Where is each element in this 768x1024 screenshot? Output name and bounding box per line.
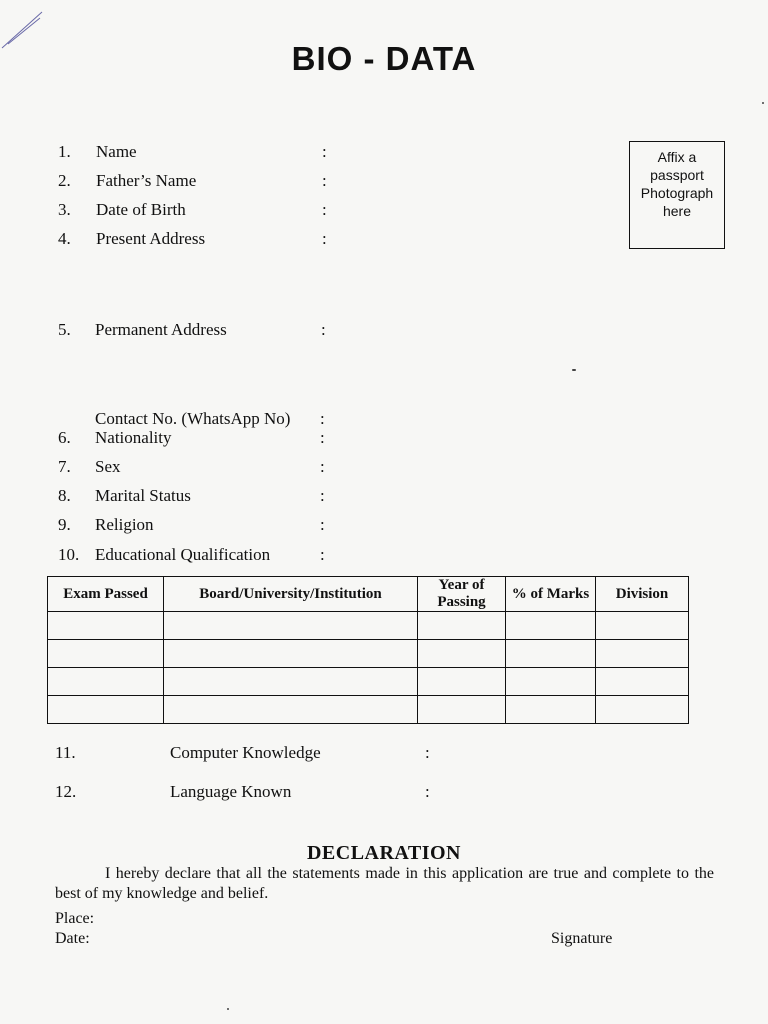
table-cell[interactable] bbox=[506, 640, 596, 668]
field-label: Contact No. (WhatsApp No) bbox=[95, 409, 291, 428]
scan-speck bbox=[762, 102, 764, 104]
photo-box-text: passport bbox=[650, 167, 704, 183]
field-colon: : bbox=[320, 515, 325, 534]
table-cell[interactable] bbox=[48, 668, 164, 696]
table-cell[interactable] bbox=[164, 668, 418, 696]
table-cell[interactable] bbox=[506, 612, 596, 640]
place-label: Place: bbox=[55, 910, 95, 927]
field-number: 7. bbox=[58, 457, 71, 476]
table-cell[interactable] bbox=[506, 668, 596, 696]
field-colon: : bbox=[322, 200, 327, 219]
photo-box-text: Affix a bbox=[657, 149, 697, 165]
field-number: 9. bbox=[58, 515, 71, 534]
field-label: Sex bbox=[95, 457, 121, 476]
table-cell[interactable] bbox=[164, 696, 418, 724]
declaration-text: I hereby declare that all the statements made in this application are true and complete to the best of my knowledge and belief. bbox=[55, 865, 714, 902]
field-colon: : bbox=[320, 545, 325, 564]
field-number: 12. bbox=[55, 782, 77, 801]
signature-label: Signature bbox=[551, 930, 613, 947]
table-row bbox=[48, 696, 689, 724]
field-colon: : bbox=[322, 142, 327, 161]
column-header-exam-passed: Exam Passed bbox=[48, 577, 164, 612]
photo-box-text: here bbox=[662, 203, 692, 219]
table-row bbox=[48, 640, 689, 668]
table-cell[interactable] bbox=[596, 696, 689, 724]
field-colon: : bbox=[425, 743, 430, 762]
field-number: 5. bbox=[58, 320, 71, 339]
table-cell[interactable] bbox=[418, 668, 506, 696]
field-label: Permanent Address bbox=[95, 320, 227, 339]
field-number: 10. bbox=[58, 545, 80, 564]
field-number: 4. bbox=[58, 229, 71, 248]
field-label: Educational Qualification bbox=[95, 545, 271, 564]
table-cell[interactable] bbox=[48, 640, 164, 668]
date-label: Date: bbox=[55, 930, 90, 947]
page-title: BIO - DATA bbox=[291, 40, 477, 77]
education-table bbox=[47, 576, 689, 724]
field-colon: : bbox=[322, 171, 327, 190]
table-cell[interactable] bbox=[418, 612, 506, 640]
table-cell[interactable] bbox=[506, 696, 596, 724]
field-label: Nationality bbox=[95, 428, 172, 447]
photo-box-text: Photograph bbox=[640, 185, 714, 201]
table-cell[interactable] bbox=[418, 696, 506, 724]
field-label: Name bbox=[96, 142, 137, 161]
table-header-row bbox=[48, 577, 689, 612]
column-header-marks: % of Marks bbox=[506, 577, 596, 612]
table-cell[interactable] bbox=[596, 640, 689, 668]
table-cell[interactable] bbox=[48, 696, 164, 724]
field-colon: : bbox=[320, 457, 325, 476]
field-number: 11. bbox=[55, 743, 76, 762]
table-cell[interactable] bbox=[418, 640, 506, 668]
field-label: Date of Birth bbox=[96, 200, 186, 219]
table-cell[interactable] bbox=[596, 612, 689, 640]
field-colon: : bbox=[321, 320, 326, 339]
field-label: Language Known bbox=[170, 782, 292, 801]
table-cell[interactable] bbox=[164, 640, 418, 668]
table-cell[interactable] bbox=[48, 612, 164, 640]
field-label: Present Address bbox=[96, 229, 206, 248]
field-label: Computer Knowledge bbox=[170, 743, 321, 762]
field-label: Religion bbox=[95, 515, 154, 534]
table-cell[interactable] bbox=[164, 612, 418, 640]
declaration-title: DECLARATION bbox=[306, 842, 462, 864]
column-header-board: Board/University/Institution bbox=[164, 577, 418, 612]
field-number: 6. bbox=[58, 428, 71, 447]
field-colon: : bbox=[425, 782, 430, 801]
table-row bbox=[48, 668, 689, 696]
field-colon: : bbox=[320, 486, 325, 505]
field-colon: : bbox=[322, 229, 327, 248]
column-header-division: Division bbox=[596, 577, 689, 612]
field-colon: : bbox=[320, 428, 325, 447]
column-header-year: Year of Passing bbox=[418, 577, 506, 612]
passport-photo-box bbox=[629, 141, 725, 249]
field-number: 8. bbox=[58, 486, 71, 505]
field-number: 3. bbox=[58, 200, 71, 219]
table-row bbox=[48, 612, 689, 640]
field-number: 2. bbox=[58, 171, 71, 190]
field-colon: : bbox=[320, 409, 325, 428]
scan-speck bbox=[572, 369, 576, 371]
field-number: 1. bbox=[58, 142, 71, 161]
field-label: Marital Status bbox=[95, 486, 191, 505]
scan-speck bbox=[227, 1008, 229, 1010]
table-cell[interactable] bbox=[596, 668, 689, 696]
field-label: Father’s Name bbox=[96, 171, 197, 190]
